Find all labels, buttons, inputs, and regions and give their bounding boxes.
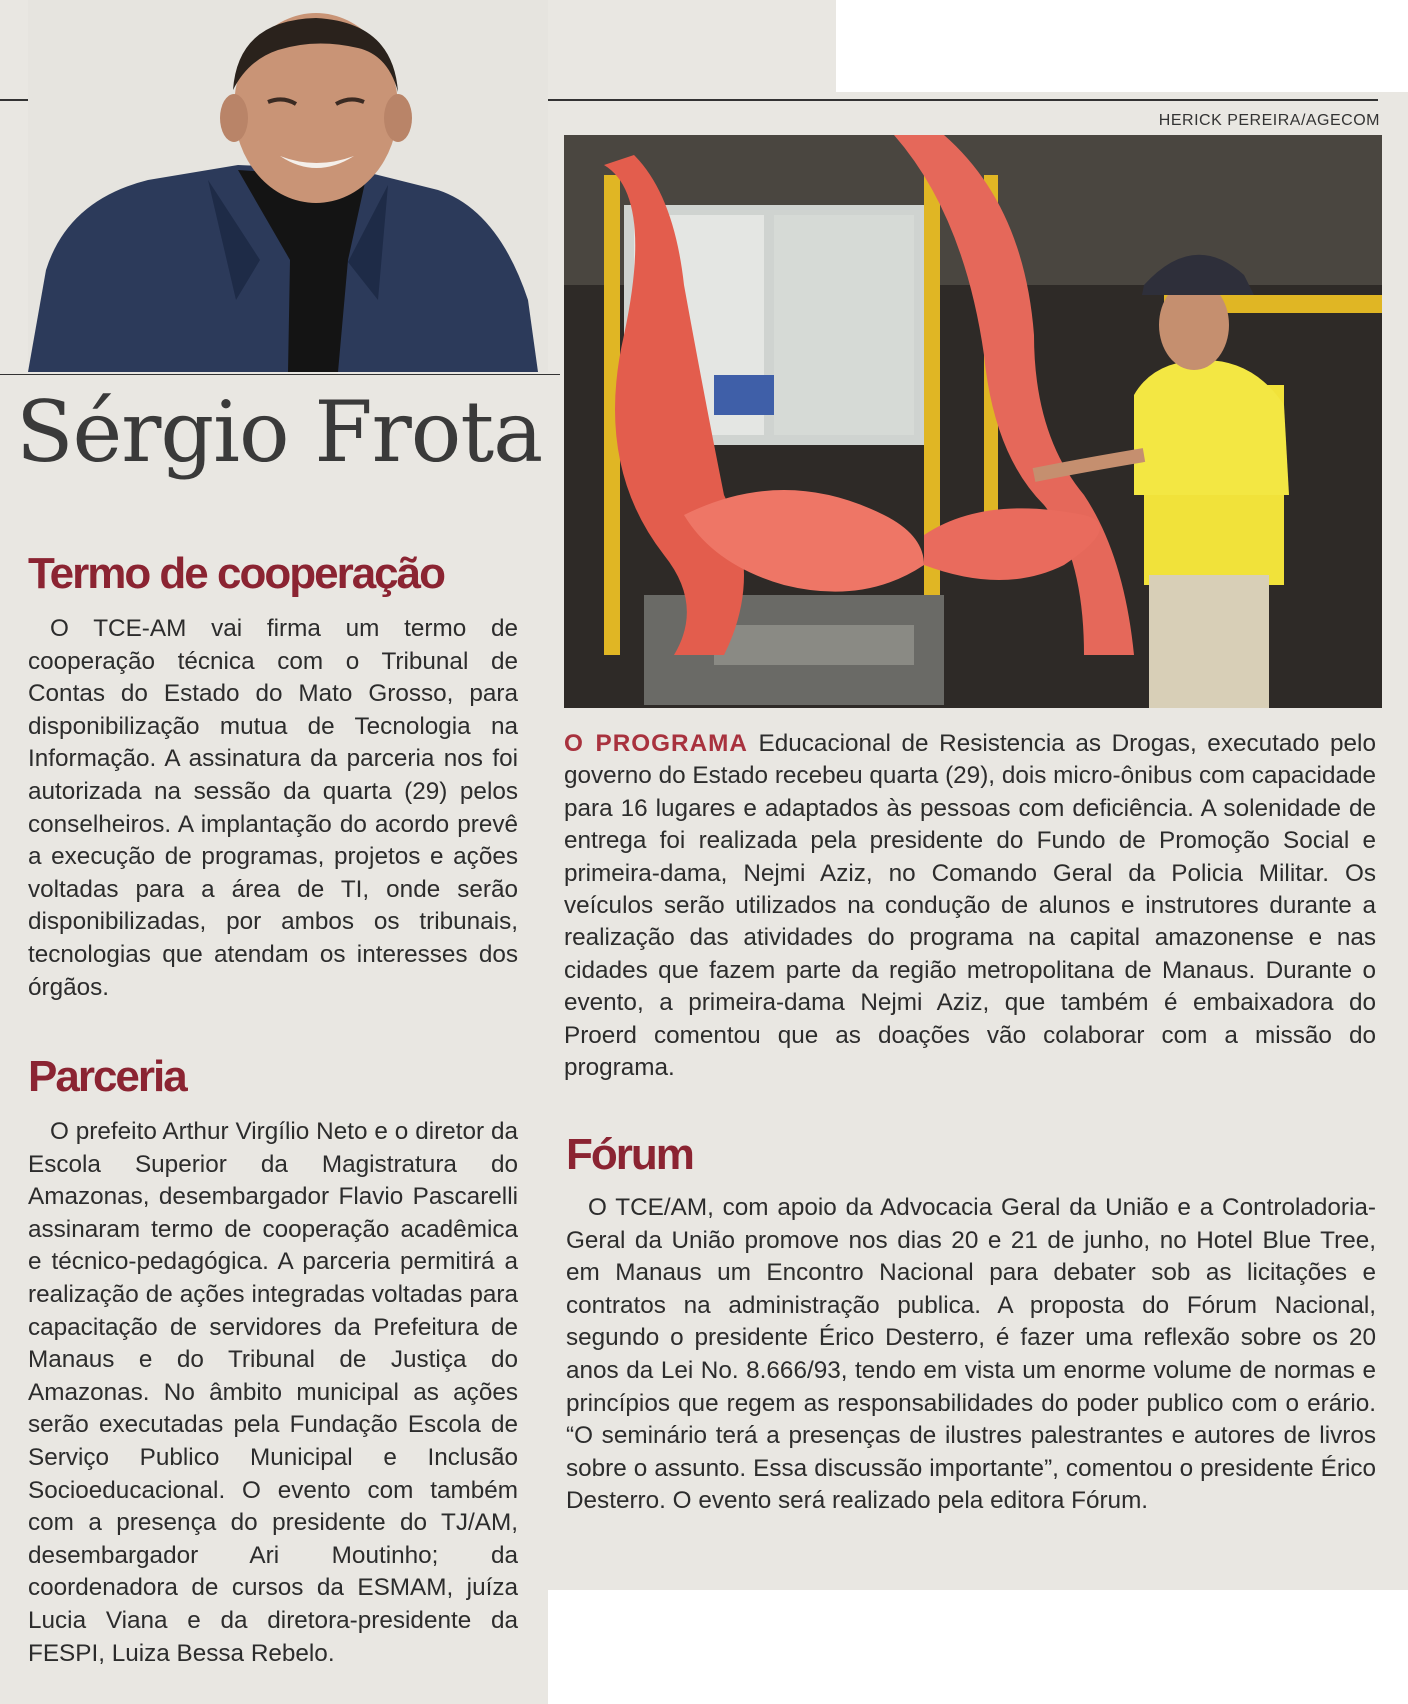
photo-credit: HERICK PEREIRA/AGECOM [1158, 112, 1380, 129]
headline-forum: Fórum [566, 1130, 693, 1179]
columnist-photo [28, 0, 548, 372]
photo-rule [0, 374, 560, 375]
blank-margin [548, 1590, 1408, 1704]
caption-text: Educacional de Resistencia as Drogas, executado pelo governo do Estado recebeu quarta (29), dois micro-ônibus com capacidade para 16 lugares e adaptados às pessoas com deficiência. A solenidade de entrega foi realizada pela presidente do Fundo de Promoção Social e primeira-dama, Nejmi Aziz, no Comando Geral da Policia Militar. Os veículos serão utilizados na condução de alunos e instrutores durante a realização das atividades do programa na capital amazonense e nas cidades que fazem parte da região metropolitana de Manaus. Durante o evento, a primeira-dama Nejmi Aziz, que também é embaixadora do Proerd comentou que as doações vão colaborar com a missão do programa. [564, 730, 1376, 1082]
headline-parceria: Parceria [28, 1052, 186, 1101]
caption-lead: O PROGRAMA [564, 730, 748, 757]
article-body-termo: O TCE-AM vai firma um termo de cooperação técnica com o Tribunal de Contas do Estado do Mato Grosso, para disponibilização mutua de Tecnologia na Informação. A assinatura da parceria nos foi autorizada na sessão da quarta (29) pelos conselheiros. A implantação do acordo prevê a execução de programas, projetos e ações voltadas para a área de TI, onde serão disponibilizadas, por ambos os tribunais, tecnologias que atendam os interesses dos órgãos. [28, 615, 518, 1001]
column-title: Sérgio Frota [16, 383, 543, 481]
photo-caption [564, 728, 1376, 1084]
article-body-parceria: O prefeito Arthur Virgílio Neto e o diretor da Escola Superior da Magistratura do Amazonas, desembargador Flavio Pascarelli assinaram termo de cooperação acadêmica e técnico-pedagógica. A parceria permitirá a realização de ações integradas voltadas para capacitação de servidores da Prefeitura de Manaus e do Tribunal de Justiça do Amazonas. No âmbito municipal as ações serão executadas pela Fundação Escola de Serviço Publico Municipal e Inclusão Socioeducacional. O evento com também com a presença do presidente do TJ/AM, desembargador Ari Moutinho; da coordenadora de cursos da ESMAM, juíza Lucia Viana e da diretora-presidente da FESPI, Luiza Bessa Rebelo. [28, 1118, 518, 1667]
article-body-forum: O TCE/AM, com apoio da Advocacia Geral da União e a Controladoria-Geral da União promove nos dias 20 e 21 de junho, no Hotel Blue Tree, em Manaus um Encontro Nacional para debater sob as licitações e contratos na administração publica. A proposta do Fórum Nacional, segundo o presidente Érico Desterro, é fazer uma reflexão sobre os 20 anos da Lei No. 8.666/93, tendo em vista um enorme volume de normas e princípios que regem as responsabilidades do poder publico com o erário. “O seminário terá a presenças de ilustres palestrantes e autores de livros sobre o assunto. Essa discussão importante”, comentou o presidente Érico Desterro. O evento será realizado pela editora Fórum. [566, 1194, 1376, 1515]
bus-ribbon-photo [564, 135, 1382, 708]
headline-termo-de-cooperacao: Termo de cooperação [28, 549, 444, 598]
